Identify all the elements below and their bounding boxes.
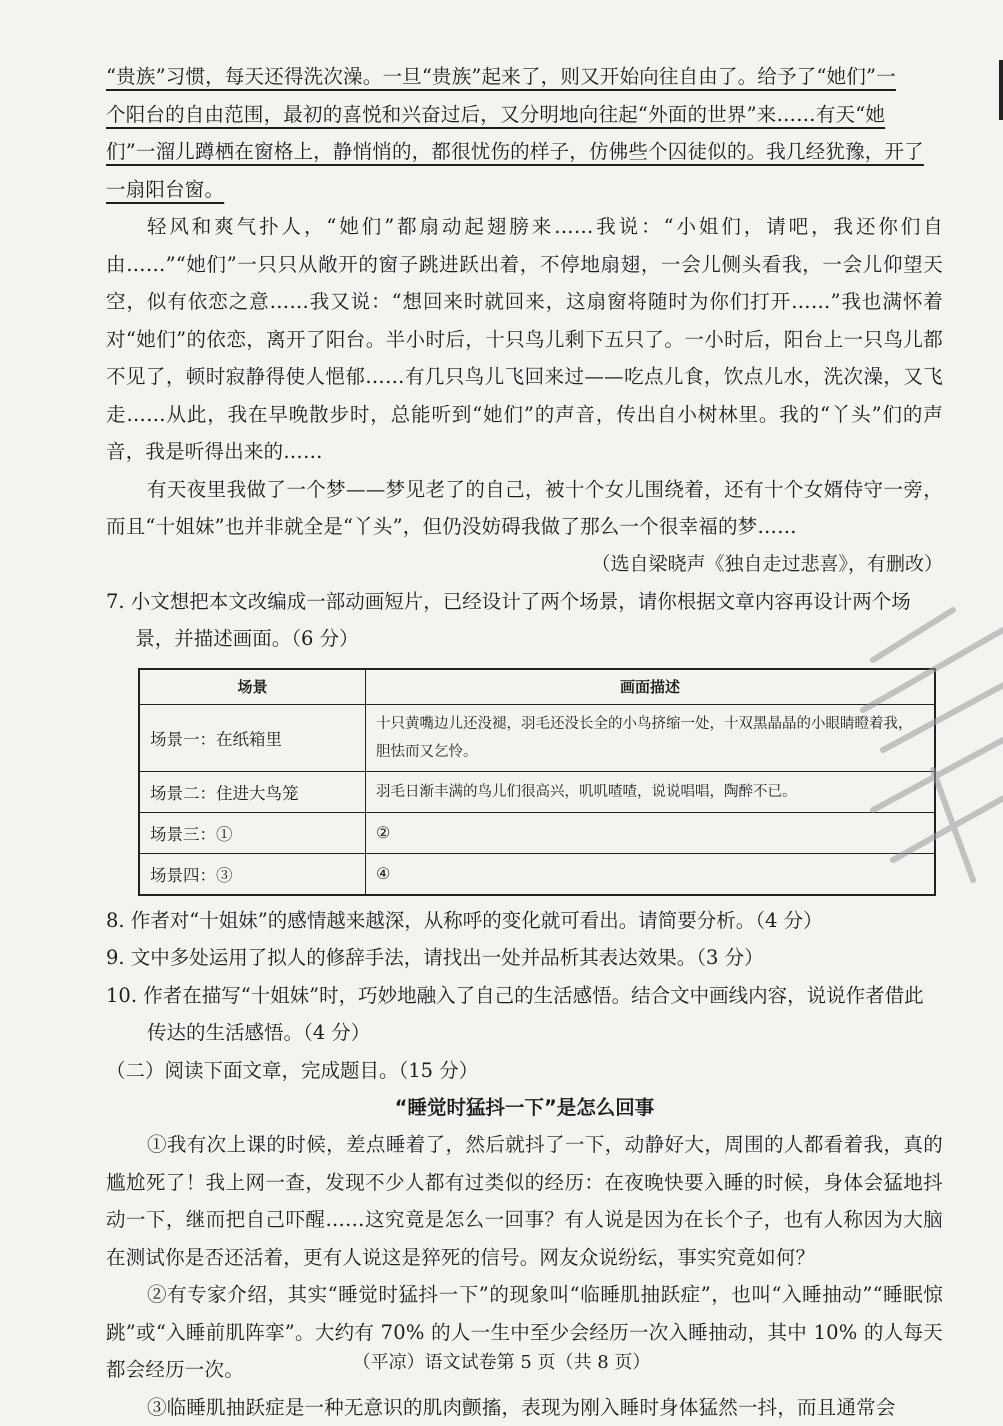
article-paragraph-2: ②有专家介绍，其实“睡觉时猛抖一下”的现象叫“临睡肌抽跃症”，也叫“入睡抽动”“睡眠惊跳”或“入睡前肌阵挛”。大约有 70% 的人一生中至少会经历一次入睡抽动，其中 10% 的人每天都会经历一次。: [106, 1276, 943, 1389]
table-header-scene: 场景: [139, 669, 366, 705]
desc-cell: ④: [366, 853, 936, 895]
underlined-line-2: 个阳台的自由范围，最初的喜悦和兴奋过后，又分明地向往起“外面的世界”来……有天“她: [106, 103, 885, 126]
desc-cell: ②: [366, 812, 936, 853]
table-row: [139, 771, 935, 812]
edge-mark: [999, 60, 1003, 120]
question-9: 9. 文中多处运用了拟人的修辞手法，请找出一处并品析其表达效果。（3 分）: [106, 939, 943, 977]
table-row: [139, 704, 935, 771]
article-paragraph-1: ①我有次上课的时候，差点睡着了，然后就抖了一下，动静好大，周围的人都看着我，真的尴尬死了！我上网一查，发现不少人都有过类似的经历：在夜晚快要入睡的时候，身体会猛地抖动一下，继而把自己吓醒……这究竟是怎么一回事？有人说是因为在长个子，也有人称因为大脑在测试你是否还活着，更有人说这是猝死的信号。网友众说纷纭，事实究竟如何？: [106, 1126, 943, 1276]
source-citation: （选自梁晓声《独自走过悲喜》，有删改）: [106, 546, 943, 583]
scene-cell: 场景一：在纸箱里: [139, 704, 366, 771]
page-footer: （平凉）语文试卷第 5 页（共 8 页）: [0, 1348, 1003, 1374]
underlined-line-1: “贵族”习惯，每天还得洗次澡。一旦“贵族”起来了，则又开始向往自由了。给予了“她们”一: [106, 65, 896, 88]
table-header-desc: 画面描述: [366, 669, 936, 705]
question-7: 7. 小文想把本文改编成一部动画短片，已经设计了两个场景，请你根据文章内容再设计两个场景，并描述画面。（6 分）: [106, 583, 943, 658]
scene-cell: 场景二：住进大鸟笼: [139, 771, 366, 812]
scene-table: [138, 668, 936, 896]
underlined-line-4: 一扇阳台窗。: [106, 178, 224, 201]
scene-cell: 场景四：③: [139, 853, 366, 895]
paragraph-breeze: 轻风和爽气扑人，“她们”都扇动起翅膀来……我说：“小姐们，请吧，我还你们自由……”“她们”一只只从敞开的窗子跳进跃出着，不停地扇翅，一会儿侧头看我，一会儿仰望天空，似有依恋之意……我又说：“想回来时就回来，这扇窗将随时为你们打开……”我也满怀着对“她们”的依恋，离开了阳台。半小时后，十只鸟儿剩下五只了。一小时后，阳台上一只鸟儿都不见了，顿时寂静得使人悒郁……有几只鸟儿飞回来过——吃点儿食，饮点儿水，洗次澡，又飞走……从此，我在早晚散步时，总能听到“她们”的声音，传出自小树林里。我的“丫头”们的声音，我是听得出来的……: [106, 208, 943, 471]
article-title: “睡觉时猛抖一下”是怎么回事: [106, 1089, 943, 1126]
scene-cell: 场景三：①: [139, 812, 366, 853]
question-8: 8. 作者对“十姐妹”的感情越来越深，从称呼的变化就可看出。请简要分析。（4 分）: [106, 902, 943, 940]
section-2-heading: （二）阅读下面文章，完成题目。（15 分）: [106, 1052, 943, 1090]
question-10: 10. 作者在描写“十姐妹”时，巧妙地融入了自己的生活感悟。结合文中画线内容，说说作者借此传达的生活感悟。（4 分）: [106, 977, 943, 1052]
underlined-line-3: 们”一溜儿蹲栖在窗格上，静悄悄的，都很忧伤的样子，仿佛些个囚徒似的。我几经犹豫，开了: [106, 140, 924, 163]
paragraph-dream: 有天夜里我做了一个梦——梦见老了的自己，被十个女儿围绕着，还有十个女婿侍守一旁，而且“十姐妹”也并非就全是“丫头”，但仍没妨碍我做了那么一个很幸福的梦……: [106, 471, 943, 546]
article-paragraph-3: ③临睡肌抽跃症是一种无意识的肌肉颤搐，表现为刚入睡时身体猛然一抖，而且通常会: [106, 1389, 943, 1426]
desc-cell: 十只黄嘴边儿还没褪，羽毛还没长全的小鸟挤缩一处，十双黑晶晶的小眼睛瞪着我，胆怯而又乞怜。: [366, 704, 936, 771]
table-row: [139, 812, 935, 853]
table-row: [139, 853, 935, 895]
desc-cell: 羽毛日渐丰满的鸟儿们很高兴，叽叽喳喳，说说唱唱，陶醉不已。: [366, 771, 936, 812]
top-paragraph: [106, 58, 943, 208]
